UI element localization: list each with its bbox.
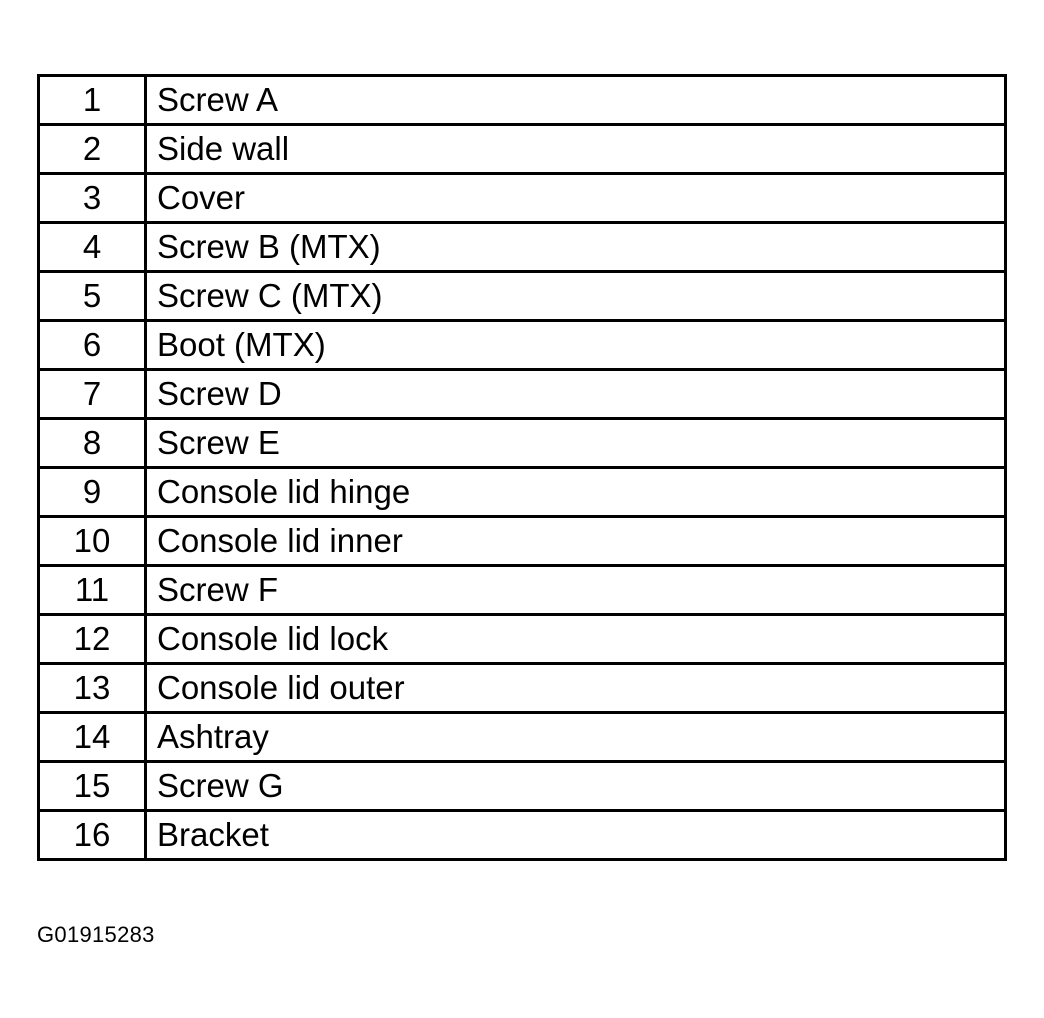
- item-description: Screw E: [146, 419, 1006, 468]
- item-description: Console lid inner: [146, 517, 1006, 566]
- item-number: 8: [39, 419, 146, 468]
- item-number: 13: [39, 664, 146, 713]
- table-row: [39, 517, 1006, 566]
- table-row: [39, 664, 1006, 713]
- table-row: [39, 713, 1006, 762]
- item-description: Side wall: [146, 125, 1006, 174]
- item-description: Console lid hinge: [146, 468, 1006, 517]
- item-description: Boot (MTX): [146, 321, 1006, 370]
- table-row: [39, 762, 1006, 811]
- table-row: [39, 811, 1006, 860]
- item-description: Screw F: [146, 566, 1006, 615]
- item-description: Screw B (MTX): [146, 223, 1006, 272]
- table-row: [39, 566, 1006, 615]
- item-description: Screw A: [146, 76, 1006, 125]
- table-row: [39, 321, 1006, 370]
- table-row: [39, 272, 1006, 321]
- item-number: 15: [39, 762, 146, 811]
- item-number: 7: [39, 370, 146, 419]
- table-row: [39, 76, 1006, 125]
- item-description: Cover: [146, 174, 1006, 223]
- table-row: [39, 615, 1006, 664]
- item-number: 10: [39, 517, 146, 566]
- item-description: Bracket: [146, 811, 1006, 860]
- item-number: 9: [39, 468, 146, 517]
- item-description: Console lid outer: [146, 664, 1006, 713]
- item-number: 5: [39, 272, 146, 321]
- item-description: Screw D: [146, 370, 1006, 419]
- table-row: [39, 174, 1006, 223]
- item-number: 12: [39, 615, 146, 664]
- item-number: 1: [39, 76, 146, 125]
- table-row: [39, 223, 1006, 272]
- table-row: [39, 468, 1006, 517]
- item-description: Screw G: [146, 762, 1006, 811]
- table-row: [39, 419, 1006, 468]
- item-number: 11: [39, 566, 146, 615]
- legend-table-body: [39, 76, 1006, 860]
- table-row: [39, 370, 1006, 419]
- item-number: 6: [39, 321, 146, 370]
- item-number: 16: [39, 811, 146, 860]
- component-legend-table: [37, 74, 1007, 861]
- item-description: Ashtray: [146, 713, 1006, 762]
- figure-id-label: G01915283: [37, 922, 155, 947]
- table-row: [39, 125, 1006, 174]
- item-description: Screw C (MTX): [146, 272, 1006, 321]
- item-number: 3: [39, 174, 146, 223]
- item-number: 4: [39, 223, 146, 272]
- item-number: 2: [39, 125, 146, 174]
- item-description: Console lid lock: [146, 615, 1006, 664]
- item-number: 14: [39, 713, 146, 762]
